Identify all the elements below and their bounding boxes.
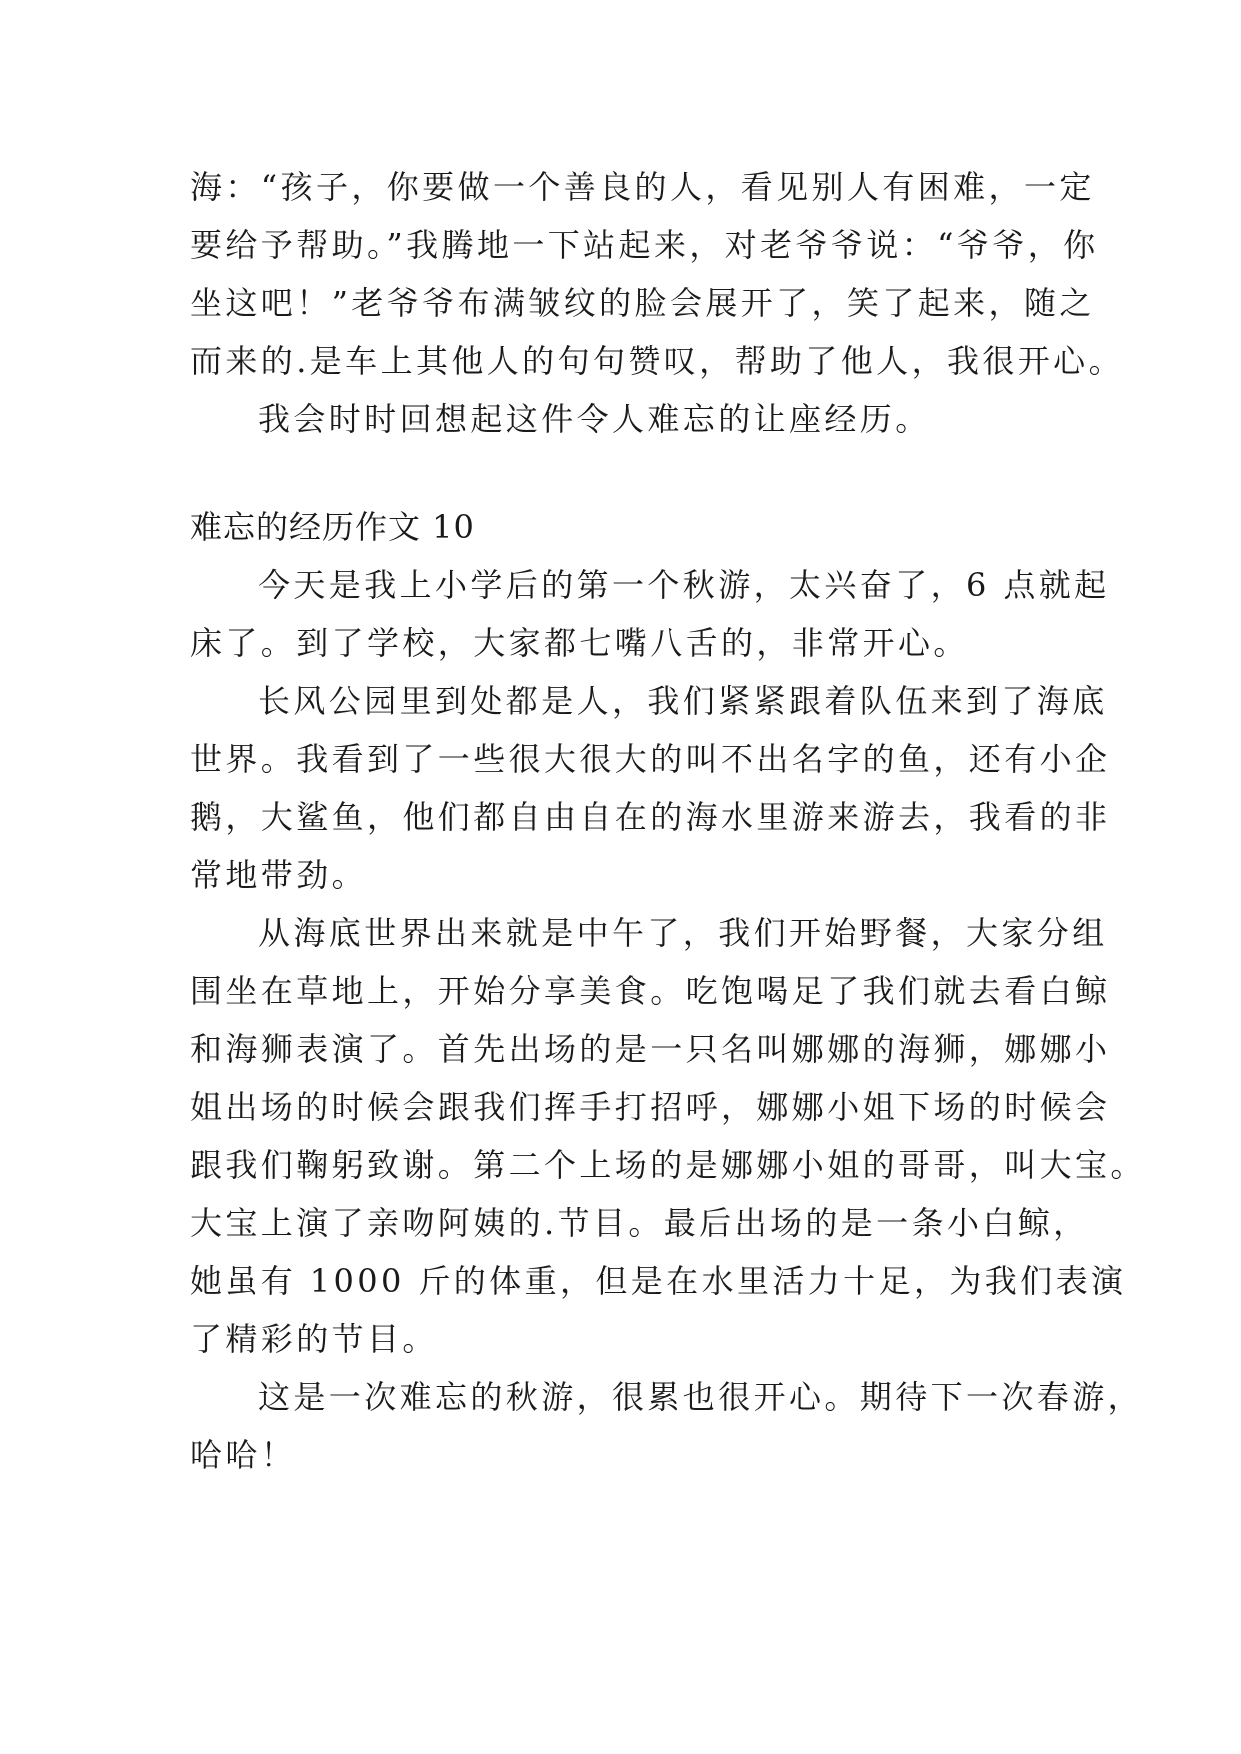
- document-body: [190, 158, 1146, 1484]
- text-line: 了精彩的节目。: [190, 1320, 438, 1358]
- essay-title: 难忘的经历作文 10: [190, 508, 475, 546]
- paragraph-continued: [190, 158, 1124, 390]
- text-line: 今天是我上小学后的第一个秋游，太兴奋了，6 点就起: [258, 566, 1110, 604]
- paragraph-2: [190, 672, 1111, 904]
- text-line: 要给予帮助。”我腾地一下站起来，对老爷爷说：“爷爷，你: [190, 226, 1099, 264]
- text-line: 她虽有 1000 斤的体重，但是在水里活力十足，为我们表演: [190, 1262, 1127, 1300]
- paragraph-4: [190, 1368, 1144, 1484]
- text-line: 和海狮表演了。首先出场的是一只名叫娜娜的海狮，娜娜小: [190, 1030, 1111, 1068]
- text-line: 从海底世界出来就是中午了，我们开始野餐，大家分组: [258, 914, 1108, 952]
- text-line: 这是一次难忘的秋游，很累也很开心。期待下一次春游，: [258, 1378, 1144, 1416]
- text-line: 而来的.是车上其他人的句句赞叹，帮助了他人，我很开心。: [190, 342, 1124, 380]
- text-line: 围坐在草地上，开始分享美食。吃饱喝足了我们就去看白鲸: [190, 972, 1111, 1010]
- text-line: 鹅，大鲨鱼，他们都自由自在的海水里游来游去，我看的非: [190, 798, 1111, 836]
- paragraph-closing: [190, 390, 1070, 448]
- text-line: 跟我们鞠躬致谢。第二个上场的是娜娜小姐的哥哥，叫大宝。: [190, 1146, 1146, 1184]
- paragraph-1: [190, 556, 1110, 672]
- text-line: 我会时时回想起这件令人难忘的让座经历。: [258, 400, 931, 438]
- text-line: 海：“孩子，你要做一个善良的人，看见别人有困难，一定: [190, 168, 1095, 206]
- text-line: 姐出场的时候会跟我们挥手打招呼，娜娜小姐下场的时候会: [190, 1088, 1111, 1126]
- text-line: 床了。到了学校，大家都七嘴八舌的，非常开心。: [190, 624, 969, 662]
- text-line: 常地带劲。: [190, 856, 368, 894]
- text-line: 大宝上演了亲吻阿姨的.节目。最后出场的是一条小白鲸，: [190, 1204, 1089, 1242]
- text-line: 哈哈！: [190, 1436, 297, 1474]
- text-line: 长风公园里到处都是人，我们紧紧跟着队伍来到了海底: [258, 682, 1108, 720]
- text-line: 坐这吧！”老爷爷布满皱纹的脸会展开了，笑了起来，随之: [190, 284, 1095, 322]
- text-line: 世界。我看到了一些很大很大的叫不出名字的鱼，还有小企: [190, 740, 1111, 778]
- paragraph-3: [190, 904, 1146, 1368]
